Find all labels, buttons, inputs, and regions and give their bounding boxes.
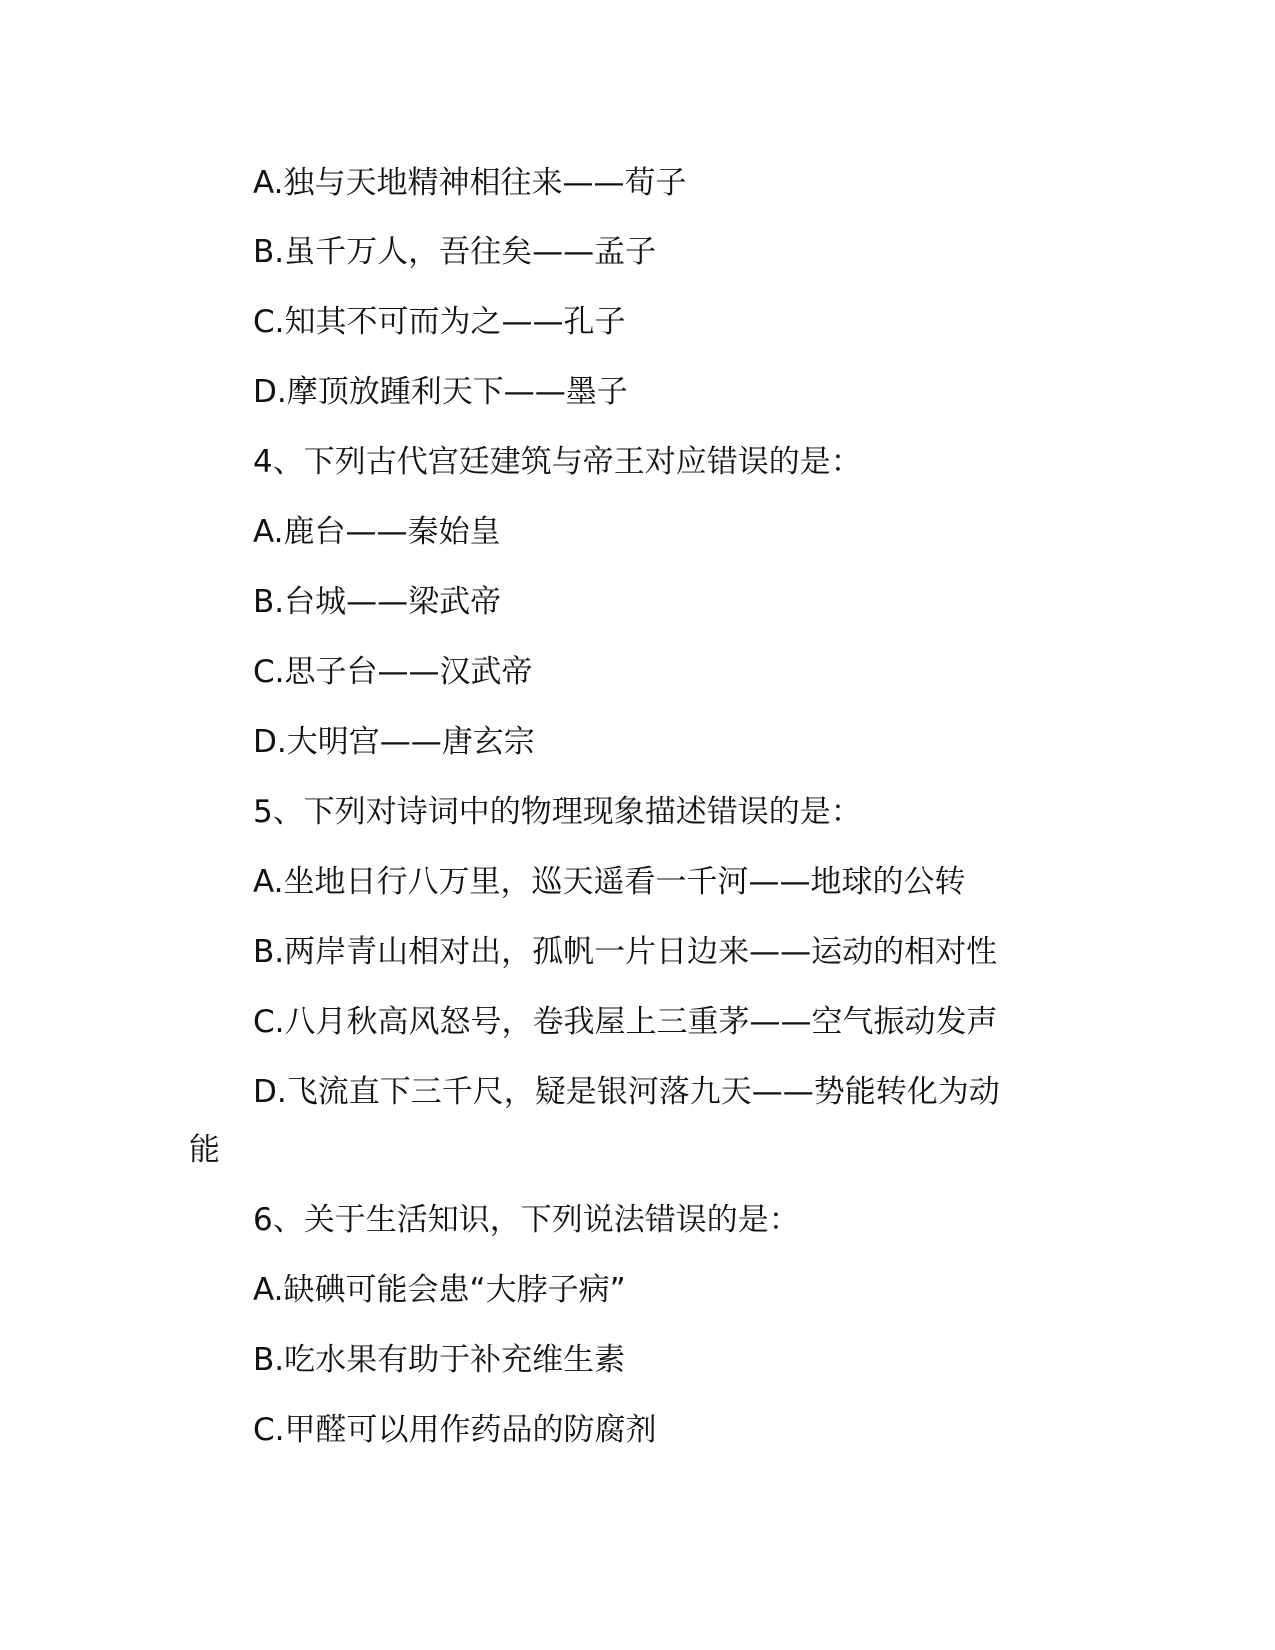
q4-question: 4、下列古代宫廷建筑与帝王对应错误的是： [253, 444, 862, 480]
q4-option-b: B.台城——梁武帝 [253, 584, 502, 620]
q4-option-d: D.大明宫——唐玄宗 [253, 724, 535, 760]
q6-option-a: A.缺碘可能会患“大脖子病” [253, 1272, 626, 1308]
q6-option-b: B.吃水果有助于补充维生素 [253, 1342, 626, 1378]
q5-option-d-continuation: 能 [189, 1132, 220, 1168]
q5-option-b: B.两岸青山相对出，孤帆一片日边来——运动的相对性 [253, 934, 998, 970]
q5-question: 5、下列对诗词中的物理现象描述错误的是： [253, 794, 862, 830]
q3-option-c: C.知其不可而为之——孔子 [253, 304, 626, 340]
q5-option-a: A.坐地日行八万里，巡天遥看一千河——地球的公转 [253, 864, 966, 900]
q6-question: 6、关于生活知识，下列说法错误的是： [253, 1202, 800, 1238]
q3-option-a: A.独与天地精神相往来——荀子 [253, 165, 687, 201]
q3-option-b: B.虽千万人，吾往矣——孟子 [253, 234, 657, 270]
q4-option-c: C.思子台——汉武帝 [253, 654, 533, 690]
q5-option-d: D.飞流直下三千尺，疑是银河落九天——势能转化为动 [253, 1074, 1000, 1110]
q6-option-c: C.甲醛可以用作药品的防腐剂 [253, 1412, 657, 1448]
q4-option-a: A.鹿台——秦始皇 [253, 514, 501, 550]
q5-option-c: C.八月秋高风怒号，卷我屋上三重茅——空气振动发声 [253, 1004, 998, 1040]
q3-option-d: D.摩顶放踵利天下——墨子 [253, 374, 628, 410]
